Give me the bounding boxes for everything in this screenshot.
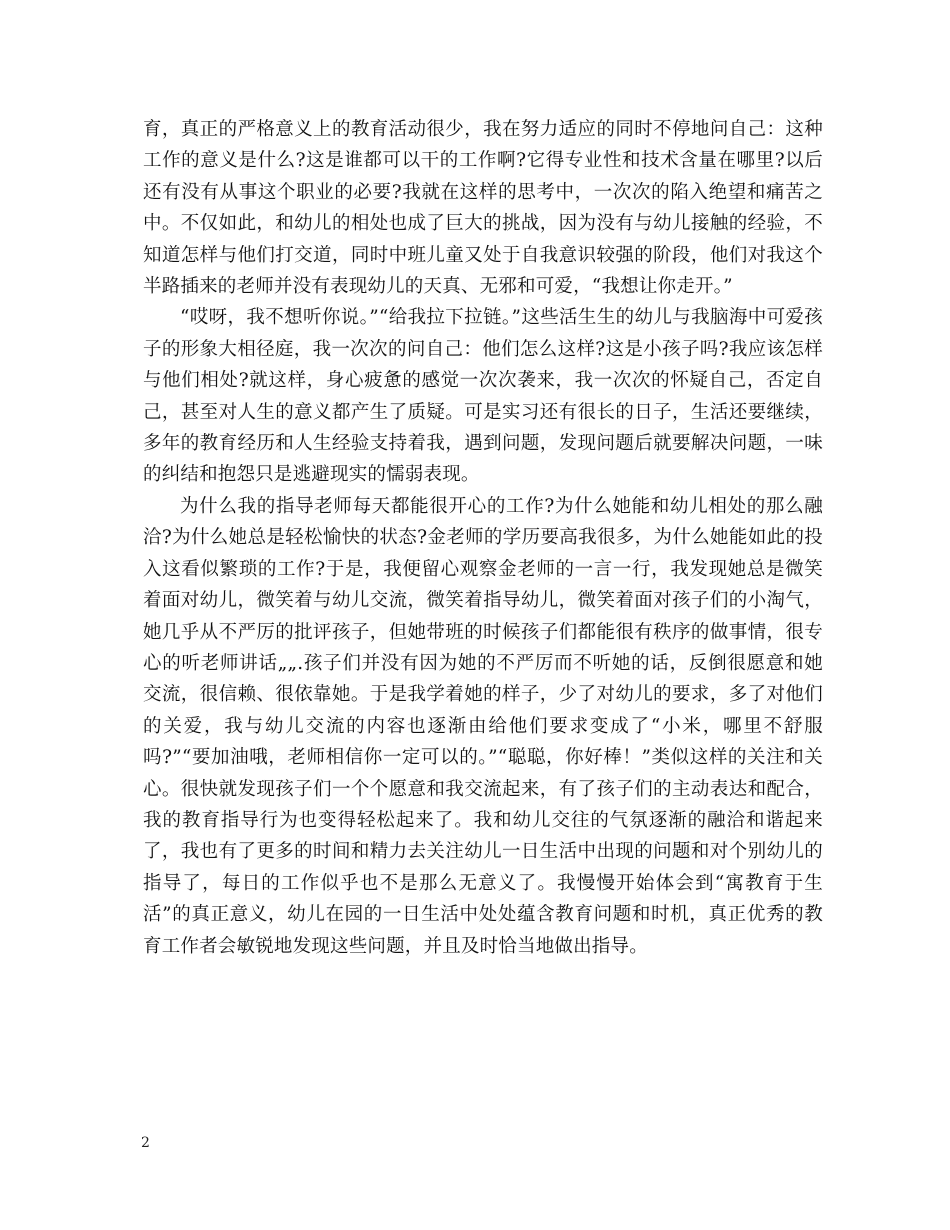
page-number: 2 [141, 1135, 150, 1151]
paragraph-2: “哎呀，我不想听你说。”“给我拉下拉链。”这些活生生的幼儿与我脑海中可爱孩子的形象大相径庭，我一次次的问自己：他们怎么这样?这是小孩子吗?我应该怎样与他们相处?就这样，身心疲惫的感觉一次次袭来，我一次次的怀疑自己，否定自己，甚至对人生的意义都产生了质疑。可是实习还有很长的日子，生活还要继续，多年的教育经历和人生经验支持着我，遇到问题，发现问题后就要解决问题，一味的纠结和抱怨只是逃避现实的懦弱表现。 [143, 307, 823, 486]
paragraph-1: 育，真正的严格意义上的教育活动很少，我在努力适应的同时不停地问自己：这种工作的意义是什么?这是谁都可以干的工作啊?它得专业性和技术含量在哪里?以后还有没有从事这个职业的必要?我就在这样的思考中，一次次的陷入绝望和痛苦之中。不仅如此，和幼儿的相处也成了巨大的挑战，因为没有与幼儿接触的经验，不知道怎样与他们打交道，同时中班儿童又处于自我意识较强的阶段，他们对我这个半路插来的老师并没有表现幼儿的天真、无邪和可爱，“我想让你走开。” [143, 119, 823, 298]
body-text [143, 114, 823, 962]
paragraph-3: 为什么我的指导老师每天都能很开心的工作?为什么她能和幼儿相处的那么融洽?为什么她总是轻松愉快的状态?金老师的学历要高我很多，为什么她能如此的投入这看似繁琐的工作?于是，我便留心观察金老师的一言一行，我发现她总是微笑着面对幼儿，微笑着与幼儿交流，微笑着指导幼儿，微笑着面对孩子们的小淘气，她几乎从不严厉的批评孩子，但她带班的时候孩子们都能很有秩序的做事情，很专心的听老师讲话„„.孩子们并没有因为她的不严厉而不听她的话，反倒很愿意和她交流，很信赖、很依靠她。于是我学着她的样子，少了对幼儿的要求，多了对他们的关爱，我与幼儿交流的内容也逐渐由给他们要求变成了“小米，哪里不舒服吗?”“要加油哦，老师相信你一定可以的。”“聪聪，你好棒！”类似这样的关注和关心。很快就发现孩子们一个个愿意和我交流起来，有了孩子们的主动表达和配合，我的教育指导行为也变得轻松起来了。我和幼儿交往的气氛逐渐的融洽和谐起来了，我也有了更多的时间和精力去关注幼儿一日生活中出现的问题和对个别幼儿的指导了，每日的工作似乎也不是那么无意义了。我慢慢开始体会到“寓教育于生活”的真正意义，幼儿在园的一日生活中处处蕴含教育问题和时机，真正优秀的教育工作者会敏锐地发现这些问题，并且及时恰当地做出指导。 [143, 495, 823, 957]
